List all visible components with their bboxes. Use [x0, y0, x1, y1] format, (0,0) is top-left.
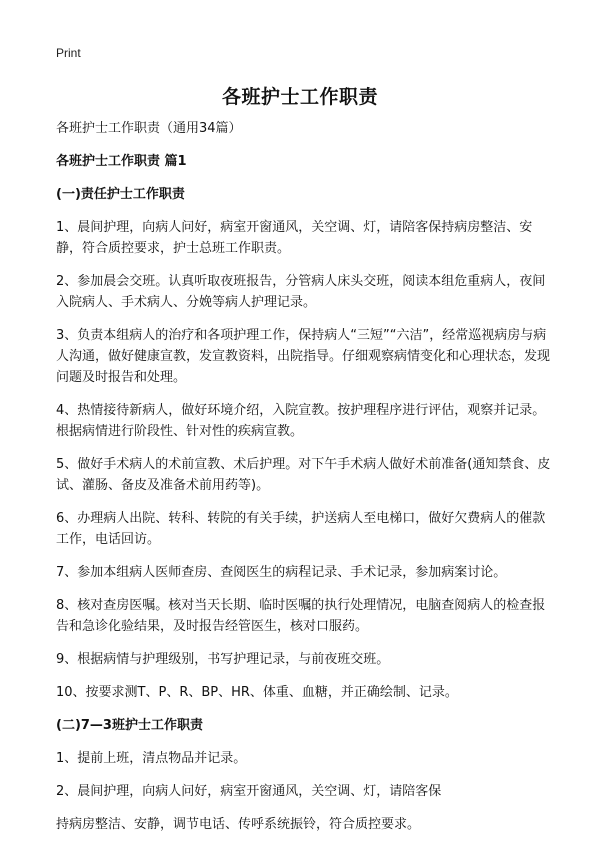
- page-title: 各班护士工作职责: [221, 86, 378, 108]
- section-heading: 各班护士工作职责 篇1: [56, 154, 187, 169]
- list-item: 1、提前上班，清点物品并记录。: [56, 751, 247, 766]
- document-body: [56, 118, 558, 847]
- list-item: 4、热情接待新病人，做好环境介绍，入院宣教。按护理程序进行评估，观察并记录。根据病情进行阶段性、针对性的疾病宣教。: [56, 403, 546, 439]
- list-item: 1、晨间护理，向病人问好，病室开窗通风，关空调、灯，请陪客保持病房整洁、安静，符合质控要求，护士总班工作职责。: [56, 220, 533, 256]
- list-item: 6、办理病人出院、转科、转院的有关手续，护送病人至电梯口，做好欠费病人的催款工作，电话回访。: [56, 511, 546, 547]
- print-label[interactable]: Print: [56, 46, 81, 60]
- list-item: 8、核对查房医嘱。核对当天长期、临时医嘱的执行处理情况，电脑查阅病人的检查报告和急诊化验结果，及时报告经管医生，核对口服药。: [56, 598, 546, 634]
- subsection-heading: (一)责任护士工作职责: [56, 187, 185, 202]
- list-item: 持病房整洁、安静，调节电话、传呼系统振铃，符合质控要求。: [56, 817, 421, 832]
- list-item: 10、按要求测T、P、R、BP、HR、体重、血糖，并正确绘制、记录。: [56, 685, 458, 700]
- list-item: 2、晨间护理，向病人问好，病室开窗通风，关空调、灯，请陪客保: [56, 784, 442, 799]
- list-item: 9、根据病情与护理级别，书写护理记录，与前夜班交班。: [56, 652, 390, 667]
- list-item: 3、负责本组病人的治疗和各项护理工作，保持病人“三短”“六洁”，经常巡视病房与病人沟通，做好健康宣教，发宣教资料，出院指导。仔细观察病情变化和心理状态，发现问题及时报告和处理。: [56, 328, 551, 385]
- list-item: 2、参加晨会交班。认真听取夜班报告，分管病人床头交班，阅读本组危重病人，夜间入院病人、手术病人、分娩等病人护理记录。: [56, 274, 546, 310]
- doc-subtitle: 各班护士工作职责（通用34篇）: [56, 121, 242, 136]
- list-item: 7、参加本组病人医师查房、查阅医生的病程记录、手术记录，参加病案讨论。: [56, 565, 507, 580]
- subsection-heading: (二)7—3班护士工作职责: [56, 718, 203, 733]
- list-item: 5、做好手术病人的术前宣教、术后护理。对下午手术病人做好术前准备(通知禁食、皮试、灌肠、备皮及准备术前用药等)。: [56, 457, 551, 493]
